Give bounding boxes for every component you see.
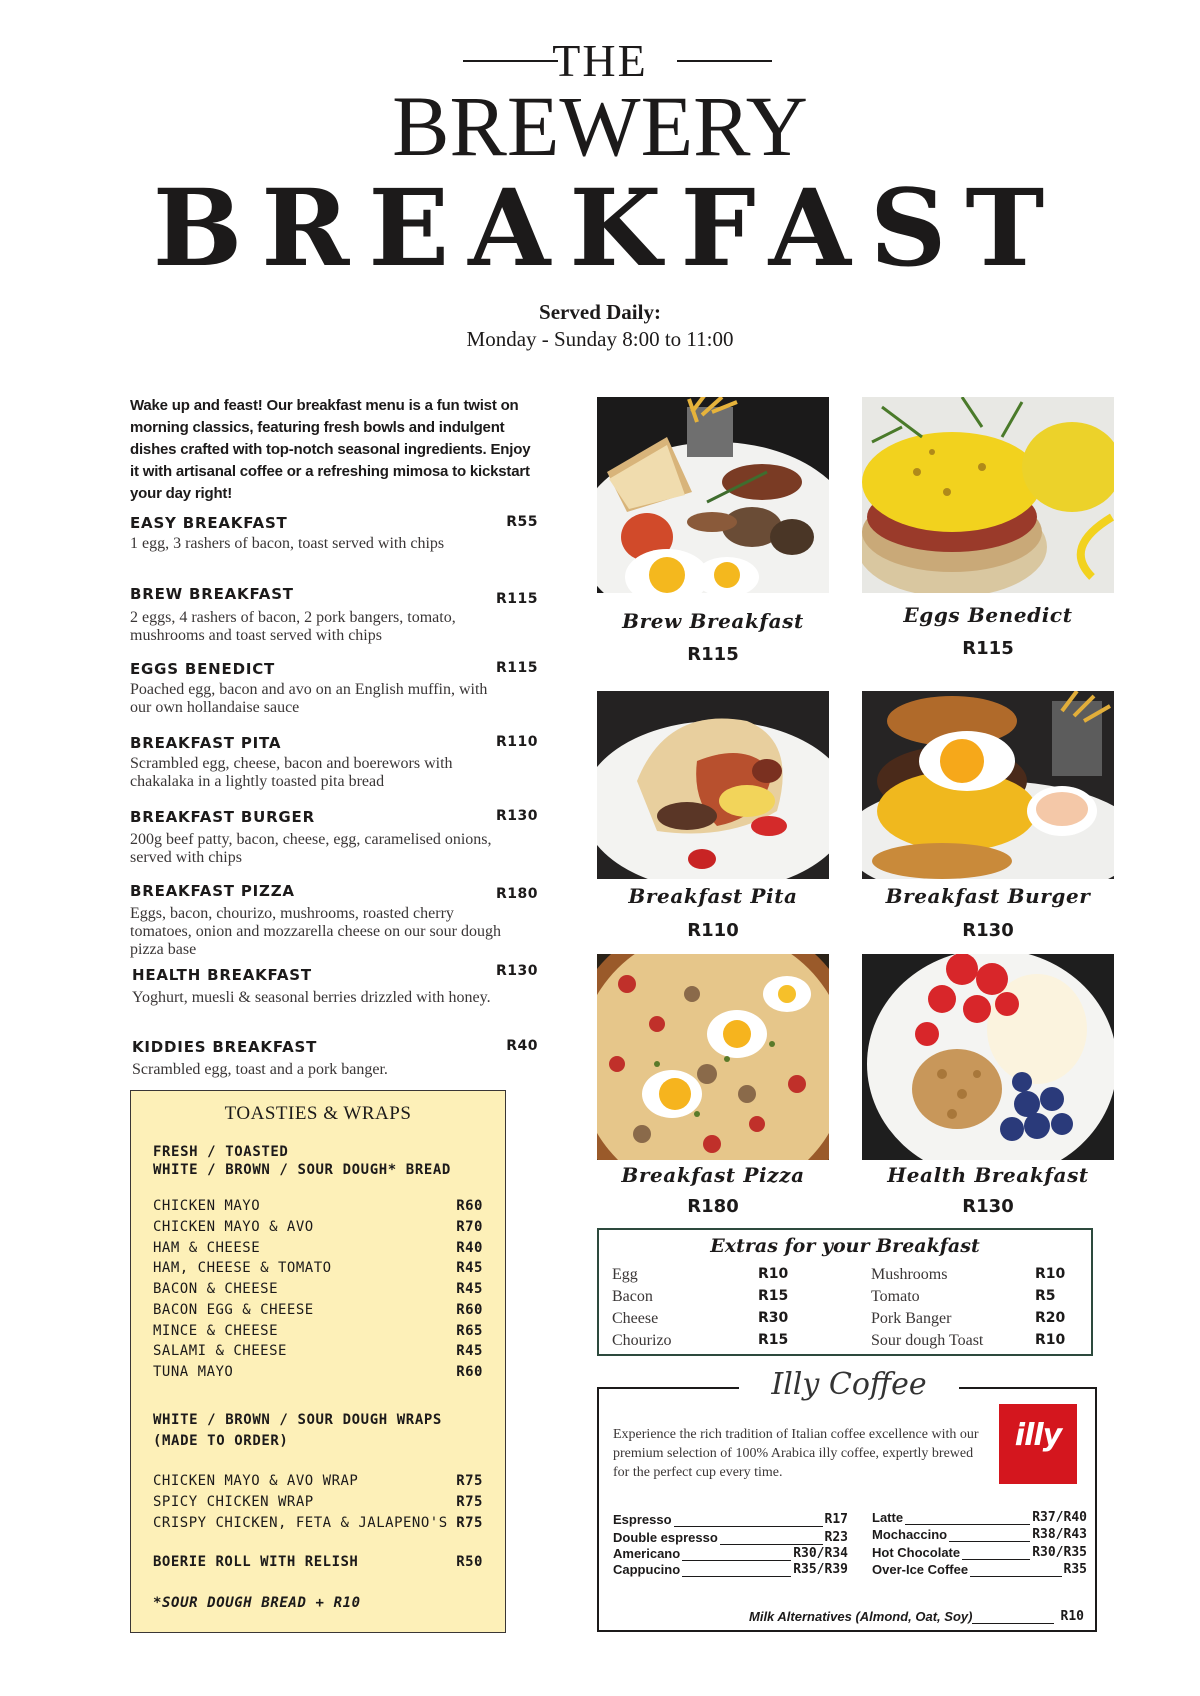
- extra-price: R5: [1035, 1288, 1056, 1304]
- extra-row: [612, 1332, 792, 1352]
- menu-item-name: BREAKFAST BURGER: [130, 808, 315, 826]
- extras-box: [597, 1228, 1093, 1356]
- menu-item-name: HEALTH BREAKFAST: [132, 966, 312, 984]
- extra-price: R10: [1035, 1332, 1066, 1348]
- brew-breakfast-image: [597, 397, 829, 593]
- toastie-name: SALAMI & CHEESE: [153, 1343, 287, 1359]
- milk-label: Milk Alternatives (Almond, Oat, Soy): [749, 1609, 973, 1624]
- photo-eggs-benedict: [862, 397, 1114, 593]
- toastie-name: MINCE & CHEESE: [153, 1323, 279, 1339]
- menu-item-name: EASY BREAKFAST: [130, 514, 288, 532]
- illy-logo-text: illy: [1014, 1418, 1062, 1453]
- toastie-price: R65: [456, 1323, 483, 1339]
- extra-row: [871, 1288, 1081, 1308]
- coffee-name: Cappucino: [613, 1562, 681, 1577]
- wrap-heading: WHITE / BROWN / SOUR DOUGH WRAPS: [153, 1412, 442, 1428]
- menu-item-name: EGGS BENEDICT: [130, 660, 276, 678]
- header-rule-right: [677, 60, 772, 62]
- menu-item-name: BREW BREAKFAST: [130, 585, 294, 603]
- toastie-name: HAM, CHEESE & TOMATO: [153, 1260, 332, 1276]
- coffee-name: Latte: [872, 1510, 904, 1525]
- coffee-row: [872, 1510, 1087, 1527]
- coffee-row: [872, 1562, 1087, 1579]
- health-breakfast-image: [862, 954, 1114, 1160]
- coffee-name: Double espresso: [613, 1530, 718, 1545]
- extras-title: Extras for your Breakfast: [710, 1235, 980, 1257]
- menu-item-desc: Eggs, bacon, chourizo, mushrooms, roasted cherry tomatoes, onion and mozzarella cheese on our sour dough pizza base: [130, 905, 501, 958]
- extra-name: Chourizo: [612, 1332, 672, 1349]
- extra-name: Egg: [612, 1266, 638, 1283]
- toastie-row: [153, 1302, 483, 1322]
- toastie-name: TUNA MAYO: [153, 1364, 234, 1380]
- wrap-row: [153, 1473, 483, 1493]
- bread-heading: WHITE / BROWN / SOUR DOUGH* BREAD: [153, 1162, 451, 1178]
- wrap-price: R75: [456, 1494, 483, 1510]
- eggs-benedict-image: [862, 397, 1114, 593]
- milk-alternatives-row: [749, 1609, 1084, 1627]
- photo-price: R115: [687, 644, 739, 665]
- coffee-price: R30/R35: [1032, 1545, 1087, 1560]
- coffee-title: Illy Coffee: [771, 1367, 927, 1402]
- toastie-row: [153, 1219, 483, 1239]
- photo-price: R110: [687, 920, 739, 941]
- toastie-price: R45: [456, 1281, 483, 1297]
- photo-label: Health Breakfast: [887, 1163, 1089, 1187]
- wrap-price: R75: [456, 1515, 483, 1531]
- coffee-price: R37/R40: [1032, 1510, 1087, 1525]
- coffee-row: [872, 1545, 1087, 1562]
- menu-item-price: R115: [495, 591, 538, 607]
- menu-item-desc: Scrambled egg, toast and a pork banger.: [132, 1061, 388, 1078]
- toastie-row: [153, 1343, 483, 1363]
- toastie-row: [153, 1323, 483, 1343]
- coffee-name: Hot Chocolate: [872, 1545, 961, 1560]
- toastie-name: CHICKEN MAYO & AVO: [153, 1219, 314, 1235]
- toastie-price: R70: [456, 1219, 483, 1235]
- breakfast-pizza-image: [597, 954, 829, 1160]
- wrap-name: SPICY CHICKEN WRAP: [153, 1494, 314, 1510]
- extra-price: R20: [1035, 1310, 1066, 1326]
- extra-row: [871, 1266, 1081, 1286]
- toastie-row: [153, 1240, 483, 1260]
- extra-row: [871, 1332, 1081, 1352]
- extra-price: R15: [758, 1288, 789, 1304]
- menu-item-price: R55: [506, 514, 538, 530]
- extra-name: Bacon: [612, 1288, 653, 1305]
- served-hours: Monday - Sunday 8:00 to 11:00: [466, 327, 734, 351]
- menu-item-name: KIDDIES BREAKFAST: [132, 1038, 318, 1056]
- illy-logo: [999, 1404, 1077, 1484]
- extra-name: Sour dough Toast: [871, 1332, 984, 1349]
- extra-name: Cheese: [612, 1310, 659, 1327]
- page-title: BREAKFAST: [152, 165, 1064, 290]
- toastie-row: [153, 1364, 483, 1384]
- coffee-name: Espresso: [613, 1512, 672, 1527]
- boerie-name: BOERIE ROLL WITH RELISH: [153, 1554, 359, 1570]
- menu-item-price: R40: [506, 1038, 538, 1054]
- extra-row: [612, 1266, 792, 1286]
- coffee-row: [613, 1546, 848, 1563]
- coffee-price: R35/R39: [793, 1562, 848, 1577]
- extra-name: Pork Banger: [871, 1310, 952, 1327]
- photo-price: R180: [687, 1196, 739, 1217]
- wrap-row: [153, 1515, 483, 1535]
- toastie-name: BACON EGG & CHEESE: [153, 1302, 314, 1318]
- toasties-box: [130, 1090, 506, 1633]
- toastie-price: R45: [456, 1343, 483, 1359]
- extra-row: [612, 1310, 792, 1330]
- coffee-row: [613, 1530, 848, 1547]
- menu-item-price: R110: [495, 734, 538, 750]
- served-label: Served Daily:: [539, 300, 661, 324]
- coffee-price: R38/R43: [1032, 1527, 1087, 1542]
- boerie-price: R50: [456, 1554, 483, 1570]
- coffee-box: [597, 1367, 1097, 1632]
- extra-name: Tomato: [871, 1288, 920, 1305]
- photo-price: R130: [962, 920, 1014, 941]
- coffee-row: [872, 1527, 1087, 1544]
- breakfast-pita-image: [597, 691, 829, 879]
- toastie-price: R60: [456, 1364, 483, 1380]
- photo-health-breakfast: [862, 954, 1114, 1160]
- photo-breakfast-burger: [862, 691, 1114, 879]
- wrap-price: R75: [456, 1473, 483, 1489]
- boerie-row: [153, 1554, 483, 1574]
- photo-label: Brew Breakfast: [622, 609, 804, 633]
- menu-item-price: R115: [495, 660, 538, 676]
- toastie-price: R45: [456, 1260, 483, 1276]
- bread-heading: FRESH / TOASTED: [153, 1144, 289, 1160]
- extra-price: R15: [758, 1332, 789, 1348]
- header-the: THE: [552, 35, 648, 86]
- extra-row: [871, 1310, 1081, 1330]
- toastie-row: [153, 1198, 483, 1218]
- photo-brew-breakfast: [597, 397, 829, 593]
- coffee-row: [613, 1512, 848, 1529]
- wrap-name: CHICKEN MAYO & AVO WRAP: [153, 1473, 359, 1489]
- extra-price: R30: [758, 1310, 789, 1326]
- photo-breakfast-pita: [597, 691, 829, 879]
- coffee-row: [613, 1562, 848, 1579]
- photo-price: R130: [962, 1196, 1014, 1217]
- coffee-price: R35: [1063, 1562, 1087, 1577]
- photo-label: Breakfast Burger: [885, 884, 1091, 908]
- extra-price: R10: [758, 1266, 789, 1282]
- sour-dough-note: *SOUR DOUGH BREAD + R10: [153, 1595, 361, 1611]
- toastie-row: [153, 1260, 483, 1280]
- menu-item-name: BREAKFAST PITA: [130, 734, 282, 752]
- coffee-price: R17: [824, 1512, 848, 1527]
- menu-item-price: R180: [495, 886, 538, 902]
- milk-price: R10: [1060, 1609, 1084, 1624]
- coffee-desc: Experience the rich tradition of Italian coffee excellence with our premium selection of 100% Arabica illy coffee, expertly brewed for the perfect cup every time.: [613, 1427, 979, 1480]
- photo-breakfast-pizza: [597, 954, 829, 1160]
- toastie-name: CHICKEN MAYO: [153, 1198, 261, 1214]
- photo-label: Eggs Benedict: [903, 603, 1073, 627]
- toastie-price: R60: [456, 1198, 483, 1214]
- wrap-name: CRISPY CHICKEN, FETA & JALAPENO'S: [153, 1515, 448, 1531]
- menu-item-price: R130: [495, 808, 538, 824]
- coffee-name: Americano: [613, 1546, 681, 1561]
- toastie-row: [153, 1281, 483, 1301]
- wrap-row: [153, 1494, 483, 1514]
- toastie-price: R40: [456, 1240, 483, 1256]
- menu-item-price: R130: [495, 963, 538, 979]
- toastie-price: R60: [456, 1302, 483, 1318]
- extra-name: Mushrooms: [871, 1266, 948, 1283]
- menu-item-desc: Yoghurt, muesli & seasonal berries drizzled with honey.: [132, 989, 491, 1006]
- menu-item-desc: 1 egg, 3 rashers of bacon, toast served with chips: [130, 535, 445, 552]
- menu-item-desc: Scrambled egg, cheese, bacon and boerewors with chakalaka in a lightly toasted pita bread: [130, 755, 453, 790]
- photo-label: Breakfast Pizza: [621, 1163, 805, 1187]
- breakfast-burger-image: [862, 691, 1114, 879]
- photo-price: R115: [962, 638, 1014, 659]
- coffee-price: R30/R34: [793, 1546, 848, 1561]
- coffee-price: R23: [824, 1530, 848, 1545]
- menu-item-desc: Poached egg, bacon and avo on an English muffin, with our own hollandaise sauce: [130, 681, 488, 716]
- menu-item-name: BREAKFAST PIZZA: [130, 882, 295, 900]
- toastie-name: BACON & CHEESE: [153, 1281, 279, 1297]
- photo-label: Breakfast Pita: [628, 884, 798, 908]
- toastie-name: HAM & CHEESE: [153, 1240, 261, 1256]
- header-brewery: BREWERY: [392, 78, 808, 174]
- coffee-name: Mochaccino: [872, 1527, 948, 1542]
- toasties-title: TOASTIES & WRAPS: [224, 1103, 412, 1124]
- coffee-name: Over-Ice Coffee: [872, 1562, 969, 1577]
- intro-text: Wake up and feast! Our breakfast menu is a fun twist on morning classics, featuring fresh bowls and indulgent dishes crafted with top-notch seasonal ingredients. Enjoy it with artisanal coffee or a refreshing mimosa to kickstart your day right!: [130, 397, 531, 502]
- extra-price: R10: [1035, 1266, 1066, 1282]
- menu-item-desc: 2 eggs, 4 rashers of bacon, 2 pork bangers, tomato, mushrooms and toast served with chips: [130, 609, 456, 644]
- menu-item-desc: 200g beef patty, bacon, cheese, egg, caramelised onions, served with chips: [130, 831, 492, 866]
- extra-row: [612, 1288, 792, 1308]
- wrap-heading: (MADE TO ORDER): [153, 1433, 289, 1449]
